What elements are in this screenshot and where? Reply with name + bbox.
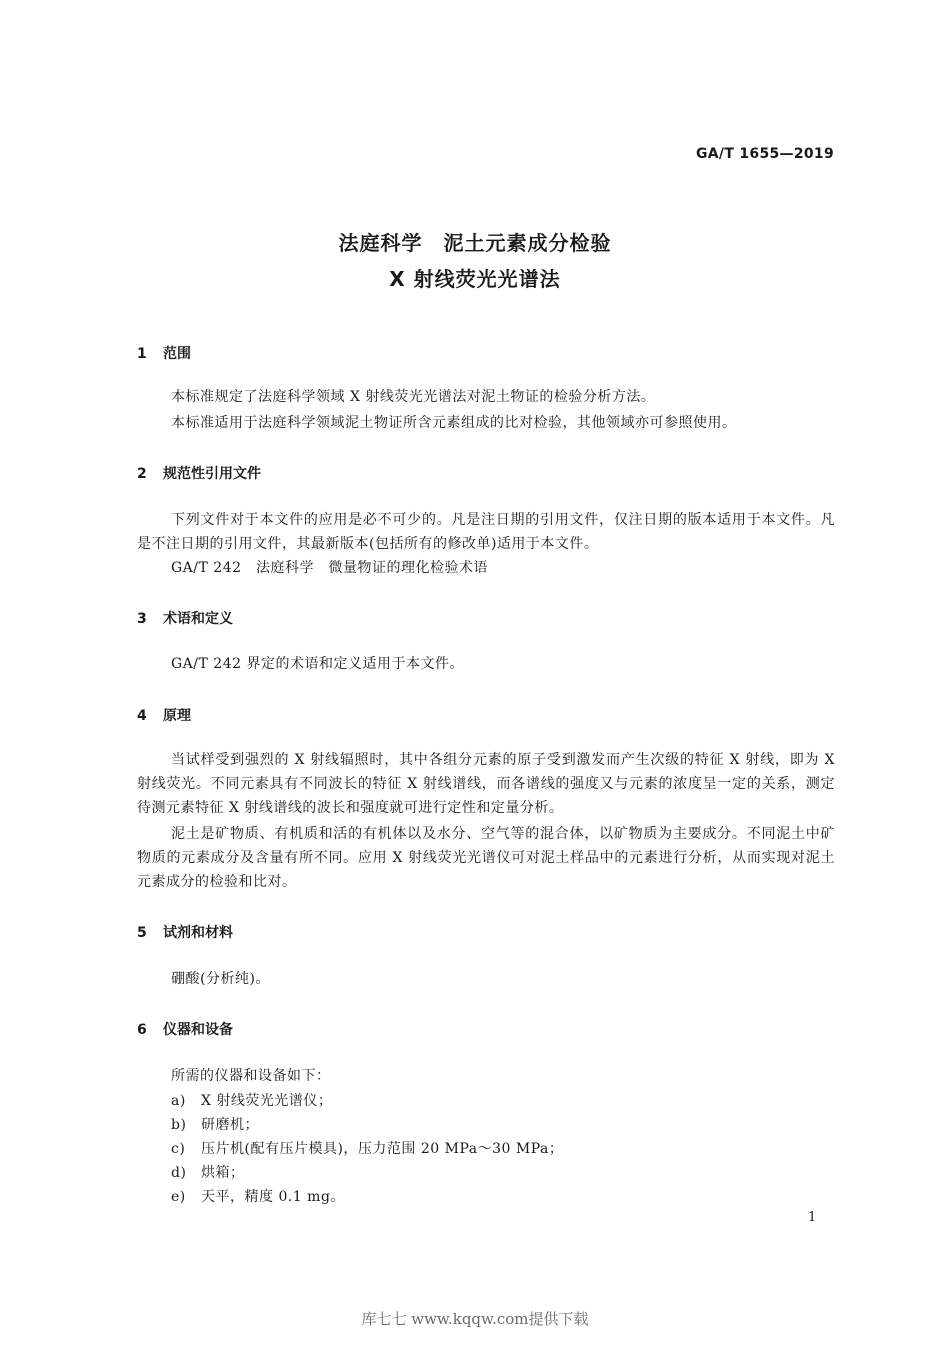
section-title: 术语和定义: [163, 611, 233, 627]
section-title: 范围: [163, 346, 191, 362]
section-1-heading: [137, 343, 191, 363]
page-number: 1: [808, 1210, 817, 1225]
normative-reference: GA/T 242 法庭科学 微量物证的理化检验术语: [171, 560, 489, 576]
list-item: [171, 1114, 259, 1134]
section-1-paragraph-2: 本标准适用于法庭科学领域泥土物证所含元素组成的比对检验，其他领域亦可参照使用。: [171, 415, 737, 431]
section-number: 6: [137, 1022, 147, 1038]
list-text: X 射线荧光光谱仪；: [201, 1093, 333, 1109]
list-text: 压片机(配有压片模具)，压力范围 20 MPa～30 MPa；: [201, 1141, 564, 1157]
section-4-paragraph-1: 当试样受到强烈的 X 射线辐照时，其中各组分元素的原子受到激发而产生次级的特征 X 射线，即为 X 射线荧光。不同元素具有不同波长的特征 X 射线谱线，而各谱线的强度又与元素的浓度呈一定的关系，测定待测元素特征 X 射线谱线的波长和强度就可进行定性和定量分析。: [137, 752, 835, 816]
section-1-paragraph-1: 本标准规定了法庭科学领域 X 射线荧光光谱法对泥土物证的检验分析方法。: [171, 389, 656, 405]
section-title: 试剂和材料: [163, 925, 233, 941]
document-title-line2: X 射线荧光光谱法: [389, 267, 561, 291]
list-marker: e): [171, 1189, 186, 1205]
list-item: [171, 1138, 563, 1158]
list-marker: c): [171, 1141, 186, 1157]
section-title: 规范性引用文件: [163, 466, 261, 482]
section-6-heading: [137, 1019, 233, 1039]
list-marker: a): [171, 1093, 186, 1109]
list-item: [171, 1162, 245, 1182]
section-number: 1: [137, 346, 147, 362]
section-3-heading: [137, 608, 233, 628]
section-number: 3: [137, 611, 147, 627]
section-number: 5: [137, 925, 147, 941]
section-2-heading: [137, 463, 261, 483]
section-2-paragraph-1: 下列文件对于本文件的应用是必不可少的。凡是注日期的引用文件，仅注日期的版本适用于本文件。凡是不注日期的引用文件，其最新版本(包括所有的修改单)适用于本文件。: [137, 512, 835, 552]
download-watermark: 库七七 www.kqqw.com提供下载: [361, 1310, 589, 1328]
section-5-heading: [137, 922, 233, 942]
document-title-line1: 法庭科学 泥土元素成分检验: [338, 231, 612, 255]
section-3-paragraph-1: GA/T 242 界定的术语和定义适用于本文件。: [171, 656, 464, 672]
list-text: 天平，精度 0.1 mg。: [201, 1189, 345, 1205]
list-text: 研磨机；: [201, 1117, 259, 1133]
section-4-paragraph-2: 泥土是矿物质、有机质和活的有机体以及水分、空气等的混合体，以矿物质为主要成分。不同泥土中矿物质的元素成分及含量有所不同。应用 X 射线荧光光谱仪可对泥土样品中的元素进行分析，从而实现对泥土元素成分的检验和比对。: [137, 826, 835, 890]
list-text: 烘箱；: [201, 1165, 245, 1181]
standard-code: GA/T 1655—2019: [696, 146, 834, 162]
section-5-paragraph-1: 硼酸(分析纯)。: [171, 971, 270, 987]
list-item: [171, 1090, 332, 1110]
section-number: 2: [137, 466, 147, 482]
section-title: 原理: [163, 708, 191, 724]
list-marker: b): [171, 1117, 187, 1133]
list-item: [171, 1186, 345, 1206]
equipment-intro: 所需的仪器和设备如下：: [171, 1068, 331, 1084]
list-marker: d): [171, 1165, 187, 1181]
section-number: 4: [137, 708, 147, 724]
section-title: 仪器和设备: [163, 1022, 233, 1038]
section-4-heading: [137, 705, 191, 725]
